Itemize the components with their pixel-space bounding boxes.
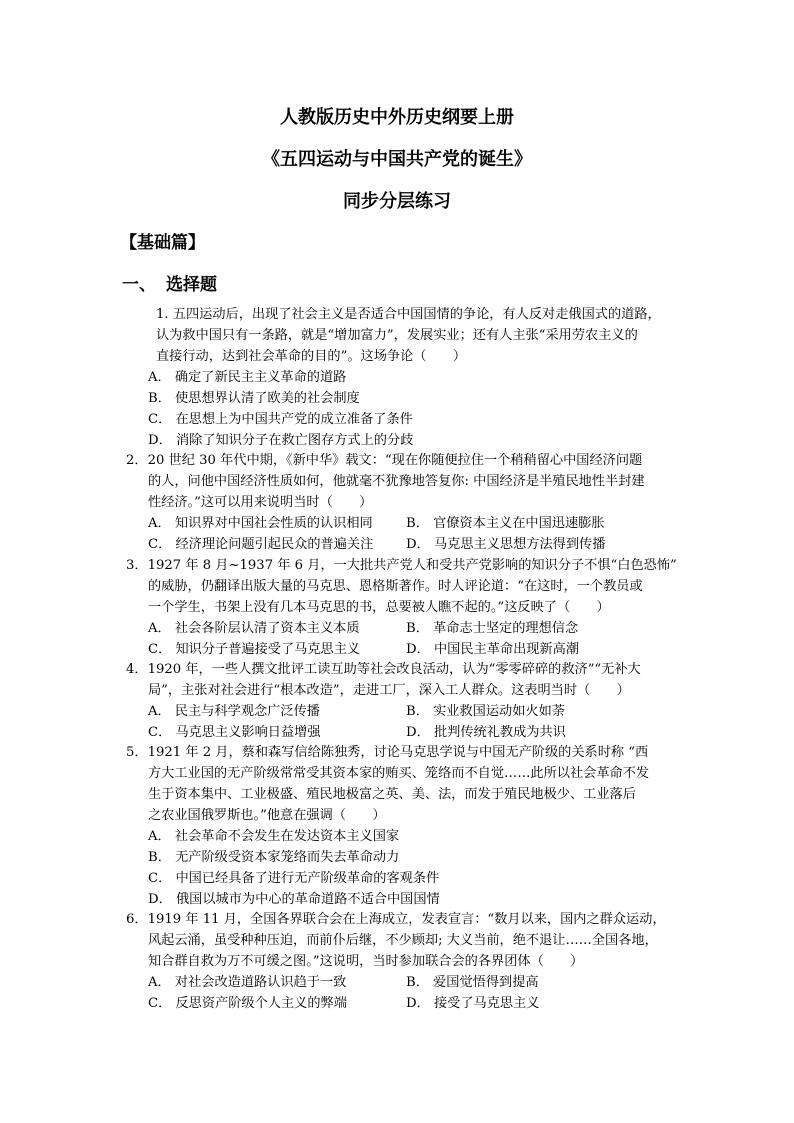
question-4-line-2: 局”，主张对社会进行“根本改造”，走进工厂，深入工人群众。这表明当时（ ） [148, 683, 630, 698]
document-title-line-2: 《五四运动与中国共产党的诞生》 [262, 149, 532, 170]
question-2-option-a: A． 知识界对中国社会性质的认识相同 [148, 516, 373, 531]
question-1-line-3: 直接行动，达到社会革命的目的”。这场争论（ ） [156, 349, 467, 364]
question-6-line-2: 风起云涌，虽受种种压迫，而前仆后继，不少顾却; 大义当前，绝不退让……全国各地， [148, 933, 658, 948]
question-1-option-c: C． 在思想上为中国共产党的成立准备了条件 [148, 412, 413, 427]
question-5-option-c: C． 中国已经具备了进行无产阶级革命的客观条件 [148, 871, 440, 886]
question-4-option-a: A． 民主与科学观念广泛传播 [148, 704, 320, 719]
question-5-line-1: 5．1921 年 2 月，蔡和森写信给陈独秀，讨论马克思学说与中国无产阶级的关系时称 “西 [126, 745, 649, 760]
question-4-option-c: C． 马克思主义影响日益增强 [148, 725, 321, 740]
question-1-option-b: B． 使思想界认清了欧美的社会制度 [148, 391, 360, 406]
question-2-option-c: C． 经济理论问题引起民众的普遍关注 [148, 537, 374, 552]
question-3-line-2: 的威胁，仍翻译出版大量的马克思、恩格斯著作。时人评论道：“在这时，一个教员或 [148, 579, 643, 594]
question-6-option-c: C． 反思资产阶级个人主义的弊端 [148, 996, 347, 1011]
question-5-line-4: 之农业国俄罗斯也。”他意在强调（ ） [148, 808, 386, 823]
question-3-line-3: 一个学生，书架上没有几本马克思的书，总要被人瞧不起的。”这反映了（ ） [148, 600, 610, 615]
question-2-line-1: 2．20 世纪 30 年代中期，《新中华》载文：“现在你随便拉住一个稍稍留心中国经济问题 [126, 453, 643, 468]
question-1-line-2: 认为救中国只有一条路，就是“增加富力”，发展实业；还有人主张“采用劳农主义的 [156, 328, 638, 343]
question-2-option-b: B． 官僚资本主义在中国迅速膨胀 [406, 516, 605, 531]
question-6-option-a: A． 对社会改造道路认识趋于一致 [148, 975, 347, 990]
question-1-option-d: D． 消除了知识分子在救亡图存方式上的分歧 [148, 433, 414, 448]
question-4-line-1: 4．1920 年，一些人撰文批评工读互助等社会改良活动，认为“零零碎碎的救济”“无补大 [126, 662, 641, 677]
question-3-option-c: C． 知识分子普遍接受了马克思主义 [148, 642, 361, 657]
question-6-line-3: 知合群自救为万不可缓之图。”这说明，当时参加联合会的各界团体（ ） [148, 954, 584, 969]
part-number: 一、 [122, 275, 156, 295]
question-5-option-a: A． 社会革命不会发生在发达资本主义国家 [148, 829, 400, 844]
question-3-option-b: B． 革命志士坚定的理想信念 [406, 621, 579, 636]
question-6-option-d: D． 接受了马克思主义 [406, 996, 540, 1011]
question-1-option-a: A． 确定了新民主主义革命的道路 [148, 370, 347, 385]
question-2-line-3: 性经济。”这可以用来说明当时（ ） [148, 495, 373, 510]
question-5-line-3: 生于资本集中、工业极盛、殖民地极富之英、美、法，而发于殖民地极少、工业落后 [148, 787, 636, 802]
question-1-line-1: 1. 五四运动后，出现了社会主义是否适合中国国情的争论，有人反对走俄国式的道路， [156, 307, 661, 322]
question-4-option-b: B． 实业救国运动如火如荼 [406, 704, 565, 719]
question-5-option-d: D． 俄国以城市为中心的革命道路不适合中国国情 [148, 892, 440, 907]
question-5-line-2: 方大工业国的无产阶级常常受其资本家的贿买、笼络而不自觉……此所以社会革命不发 [148, 766, 650, 781]
document-title-line-1: 人教版历史中外历史纲要上册 [280, 107, 514, 128]
section-label: 【基础篇】 [120, 233, 205, 253]
question-4-option-d: D． 批判传统礼教成为共识 [406, 725, 566, 740]
question-2-option-d: D． 马克思主义思想方法得到传播 [406, 537, 606, 552]
document-title-line-3: 同步分层练习 [343, 191, 451, 212]
question-3-line-1: 3．1927 年 8 月~1937 年 6 月，一大批共产党人和受共产党影响的知识分子不惧“白色恐怖” [126, 558, 677, 573]
question-5-option-b: B． 无产阶级受资本家笼络而失去革命动力 [148, 850, 400, 865]
question-3-option-a: A． 社会各阶层认清了资本主义本质 [148, 621, 360, 636]
question-6-option-b: B． 爱国觉悟得到提高 [406, 975, 539, 990]
question-2-line-2: 的人，问他中国经济性质如何，他就毫不犹豫地答复你: 中国经济是半殖民地性半封建 [148, 474, 645, 489]
question-3-option-d: D． 中国民主革命出现新高潮 [406, 642, 580, 657]
question-6-line-1: 6．1919 年 11 月，全国各界联合会在上海成立，发表宣言：“数月以来，国内之群众运动， [126, 912, 666, 927]
part-title: 选择题 [166, 275, 217, 295]
